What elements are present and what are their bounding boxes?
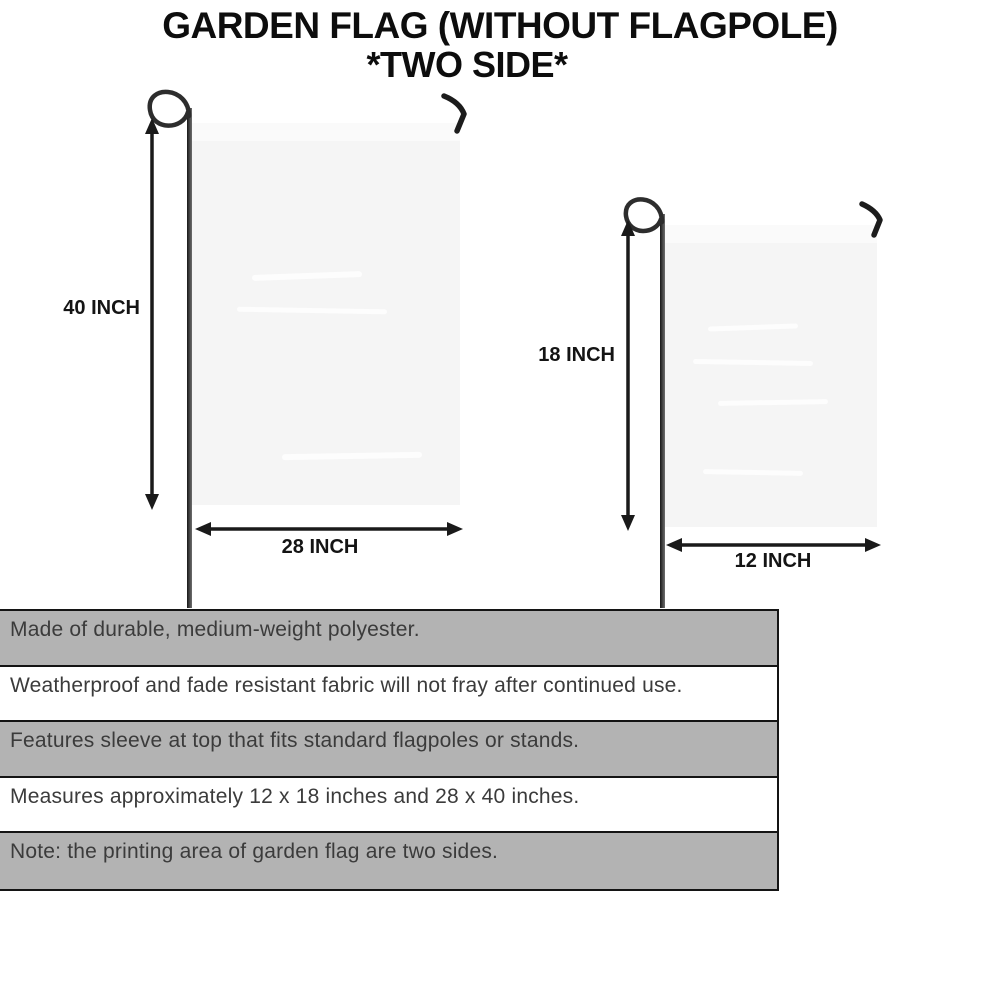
large-flagpole-icon [150, 92, 192, 608]
large-flag-hook-icon [444, 96, 464, 131]
feature-table [0, 609, 779, 891]
small-flag-width-label: 12 INCH [734, 550, 812, 572]
large-height-arrow-icon [145, 118, 159, 510]
small-flag-height-label: 18 INCH [538, 344, 615, 366]
title-line-1: GARDEN FLAG (WITHOUT FLAGPOLE) [162, 5, 838, 46]
large-flag-width-label: 28 INCH [281, 536, 359, 558]
large-flag-height-label: 40 INCH [63, 297, 140, 319]
feature-row: Features sleeve at top that fits standard flagpoles or stands. [0, 722, 777, 778]
title-line-2: *TWO SIDE* [366, 44, 568, 85]
small-flag-hook-icon [862, 204, 880, 235]
feature-row: Measures approximately 12 x 18 inches and 28 x 40 inches. [0, 778, 777, 834]
feature-row: Weatherproof and fade resistant fabric will not fray after continued use. [0, 667, 777, 723]
small-flagpole-icon [626, 199, 665, 608]
feature-row: Made of durable, medium-weight polyester. [0, 611, 777, 667]
feature-row: Note: the printing area of garden flag are two sides. [0, 833, 777, 889]
small-height-arrow-icon [621, 220, 635, 531]
large-width-arrow-icon [195, 522, 463, 536]
